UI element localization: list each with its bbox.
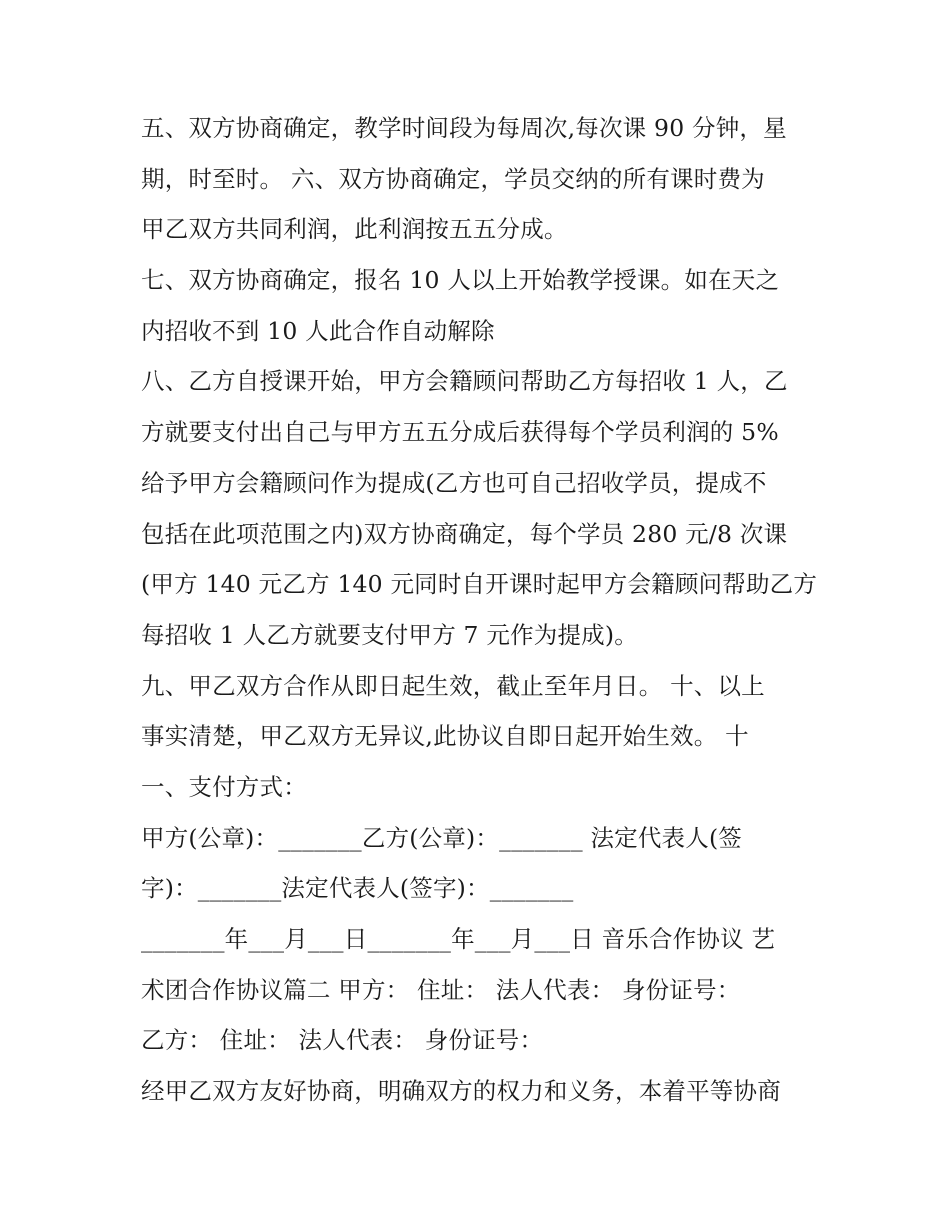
text-line: 期，时至时。 六、双方协商确定，学员交纳的所有课时费为 (141, 164, 765, 193)
text-line: 一、支付方式： (141, 772, 307, 801)
text-line: 八、乙方自授课开始，甲方会籍顾问帮助乙方每招收 1 人，乙 (141, 367, 788, 396)
text-line: 术团合作协议篇二 甲方： 住址： 法人代表： 身份证号： (141, 975, 741, 1004)
text-line: 给予甲方会籍顾问作为提成(乙方也可自己招收学员，提成不 (141, 468, 767, 497)
text-line: 经甲乙双方友好协商，明确双方的权力和义务，本着平等协商 (141, 1077, 781, 1106)
text-line: 九、甲乙双方合作从即日起生效，截止至年月日。 十、以上 (141, 671, 765, 700)
text-line: 包括在此项范围之内)双方协商确定，每个学员 280 元/8 次课 (141, 519, 788, 548)
text-line: 乙方： 住址： 法人代表： 身份证号： (141, 1026, 544, 1055)
text-line: 甲方(公章)：_______乙方(公章)：_______ 法定代表人(签 (141, 823, 743, 852)
text-line: 字)：_______法定代表人(签字)：_______ (141, 874, 574, 903)
text-line: 方就要支付出自己与甲方五五分成后获得每个学员利润的 5% (141, 418, 779, 447)
document-body (141, 103, 821, 1117)
text-line: 七、双方协商确定，报名 10 人以上开始教学授课。如在天之 (141, 266, 780, 295)
text-line: 事实清楚，甲乙双方无异议,此协议自即日起开始生效。 十 (141, 722, 749, 751)
text-line: _______年___月___日_______年___月___日 音乐合作协议 艺 (141, 925, 776, 953)
text-line: 甲乙双方共同利润，此利润按五五分成。 (141, 215, 568, 244)
text-line: 五、双方协商确定，教学时间段为每周次,每次课 90 分钟，星 (141, 114, 787, 142)
text-line: (甲方 140 元乙方 140 元同时自开课时起甲方会籍顾问帮助乙方 (141, 570, 818, 599)
text-line: 每招收 1 人乙方就要支付甲方 7 元作为提成)。 (141, 620, 638, 649)
text-line: 内招收不到 10 人此合作自动解除 (141, 316, 495, 345)
